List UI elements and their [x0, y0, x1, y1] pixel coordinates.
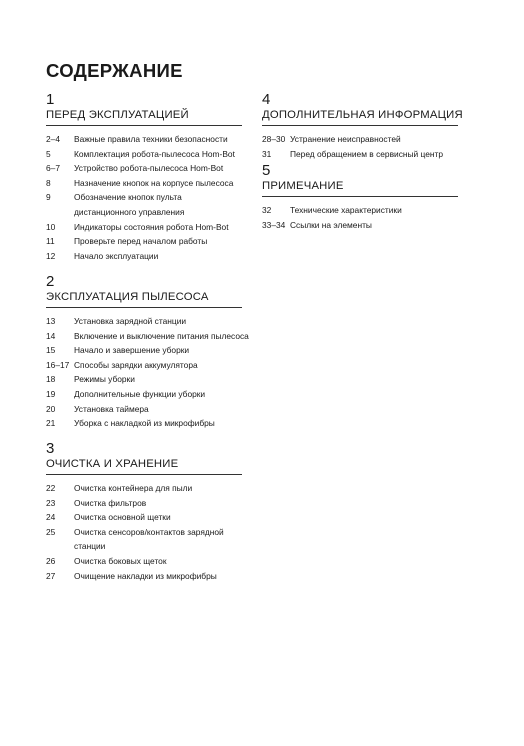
toc-page-number: 16–17 [46, 359, 70, 370]
toc-section-1 [46, 92, 242, 263]
page-title: СОДЕРЖАНИЕ [46, 60, 183, 81]
toc-section-5 [262, 163, 458, 232]
toc-entry-text: Проверьте перед началом работы [74, 236, 208, 247]
toc-entry-text: Устранение неисправностей [290, 134, 401, 144]
toc-entry[interactable] [46, 161, 242, 176]
toc-entry[interactable] [46, 220, 242, 235]
toc-page-number: 6–7 [46, 163, 60, 174]
toc-entry-text: Очистка фильтров [74, 497, 147, 508]
toc-entry-text: Очистка основной щетки [74, 512, 171, 523]
toc-page-number: 23 [46, 497, 56, 508]
toc-entry[interactable] [46, 510, 242, 525]
toc-entry[interactable] [262, 203, 458, 218]
toc-entry-text: Очистка боковых щеток [74, 555, 167, 566]
section-number: 2 [46, 273, 55, 290]
toc-page-number: 14 [46, 330, 56, 341]
toc-page-number: 21 [46, 418, 56, 429]
toc-entry-text: Технические характеристики [290, 205, 402, 215]
toc-entry-text: Уборка с накладкой из микрофибры [74, 418, 215, 429]
toc-entry[interactable] [46, 329, 249, 344]
toc-page-number: 2–4 [46, 134, 60, 144]
section-title: ОЧИСТКА И ХРАНЕНИЕ [46, 458, 179, 470]
section-title: ПЕРЕД ЭКСПЛУАТАЦИЕЙ [46, 109, 189, 121]
toc-page-number: 18 [46, 374, 56, 385]
toc-entry-text: Обозначение кнопок пульта [74, 192, 182, 203]
toc-page-number: 13 [46, 316, 56, 326]
toc-entry[interactable] [262, 147, 458, 162]
toc-page-number: 8 [46, 177, 51, 188]
toc-section-3 [46, 441, 242, 583]
toc-page-number: 22 [46, 483, 56, 493]
toc-entry[interactable] [46, 525, 242, 554]
toc-page-number: 24 [46, 512, 56, 523]
toc-page-number: 26 [46, 555, 56, 566]
toc-entry-text: Включение и выключение питания пылесоса [74, 330, 249, 341]
toc-entry-text: Перед обращением в сервисный центр [290, 148, 444, 159]
toc-entry-text: Устройство робота-пылесоса Hom-Bot [74, 163, 224, 174]
toc-page-number: 25 [46, 526, 56, 537]
toc-entry-text: Важные правила техники безопасности [74, 134, 228, 144]
toc-entry-text: Назначение кнопок на корпусе пылесоса [74, 177, 234, 188]
toc-page-number: 5 [46, 148, 51, 159]
toc-page-number: 9 [46, 192, 51, 203]
toc-entry-text: Установка таймера [74, 403, 149, 414]
toc-entry-text: Индикаторы состояния робота Hom-Bot [74, 221, 229, 232]
toc-entry-text: Способы зарядки аккумулятора [74, 359, 198, 370]
toc-section-2 [46, 273, 249, 431]
toc-entry[interactable] [46, 481, 242, 496]
toc-page-number: 33–34 [262, 219, 286, 230]
toc-entry[interactable] [46, 343, 242, 358]
section-divider [46, 307, 242, 308]
toc-entry[interactable] [46, 416, 242, 431]
toc-entry[interactable] [46, 372, 242, 387]
toc-entry[interactable] [46, 358, 242, 373]
toc-entry-text: Очистка контейнера для пыли [74, 483, 193, 493]
toc-entry[interactable] [46, 496, 242, 511]
toc-page-number: 19 [46, 388, 56, 399]
toc-entry[interactable] [46, 402, 242, 417]
toc-page-number: 10 [46, 221, 56, 232]
toc-entry[interactable] [46, 132, 242, 147]
toc-entry[interactable] [46, 387, 242, 402]
section-number: 3 [46, 440, 55, 457]
toc-entry[interactable] [46, 249, 242, 264]
toc-page-number: 31 [262, 148, 272, 159]
toc-entry[interactable] [46, 190, 242, 219]
toc-entry[interactable] [46, 569, 242, 584]
toc-entry[interactable] [46, 147, 242, 162]
section-title: ЭКСПЛУАТАЦИЯ ПЫЛЕСОСА [46, 291, 209, 303]
toc-entry-text: Ссылки на элементы [290, 219, 372, 230]
toc-entry-text: Очищение накладки из микрофибры [74, 570, 217, 581]
toc-page-number: 27 [46, 570, 56, 581]
section-title: ДОПОЛНИТЕЛЬНАЯ ИНФОРМАЦИЯ [262, 109, 463, 121]
toc-entry[interactable] [46, 176, 242, 191]
toc-entry[interactable] [262, 218, 458, 233]
section-number: 5 [262, 162, 271, 179]
toc-page-number: 32 [262, 205, 272, 215]
toc-entry-text: Очистка сенсоров/контактов зарядной [74, 526, 224, 537]
toc-section-4 [262, 91, 463, 161]
toc-entry-text: Режимы уборки [74, 374, 135, 385]
section-divider [46, 125, 242, 126]
section-divider [262, 196, 458, 197]
toc-entry-text: Комплектация робота-пылесоса Hom-Bot [74, 148, 235, 159]
toc-entry[interactable] [46, 234, 242, 249]
toc-page-number: 28–30 [262, 134, 286, 144]
section-divider [262, 125, 458, 126]
toc-entry-text: Начало эксплуатации [74, 250, 159, 261]
toc-entry[interactable] [46, 554, 242, 569]
section-number: 4 [262, 91, 271, 108]
section-divider [46, 474, 242, 475]
toc-entry[interactable] [262, 132, 458, 147]
toc-page-number: 20 [46, 403, 56, 414]
toc-entry-text: Установка зарядной станции [74, 316, 187, 326]
toc-entry[interactable] [46, 314, 242, 329]
toc-page-number: 12 [46, 250, 56, 261]
toc-entry-text: Начало и завершение уборки [74, 345, 190, 356]
section-title: ПРИМЕЧАНИЕ [262, 180, 344, 192]
toc-entry-text: Дополнительные функции уборки [74, 388, 206, 399]
toc-entry-text-continued: дистанционного управления [74, 206, 185, 217]
section-number: 1 [46, 91, 55, 108]
toc-entry-text-continued: станции [74, 541, 106, 552]
toc-page-number: 15 [46, 345, 56, 356]
toc-page-number: 11 [46, 236, 55, 247]
